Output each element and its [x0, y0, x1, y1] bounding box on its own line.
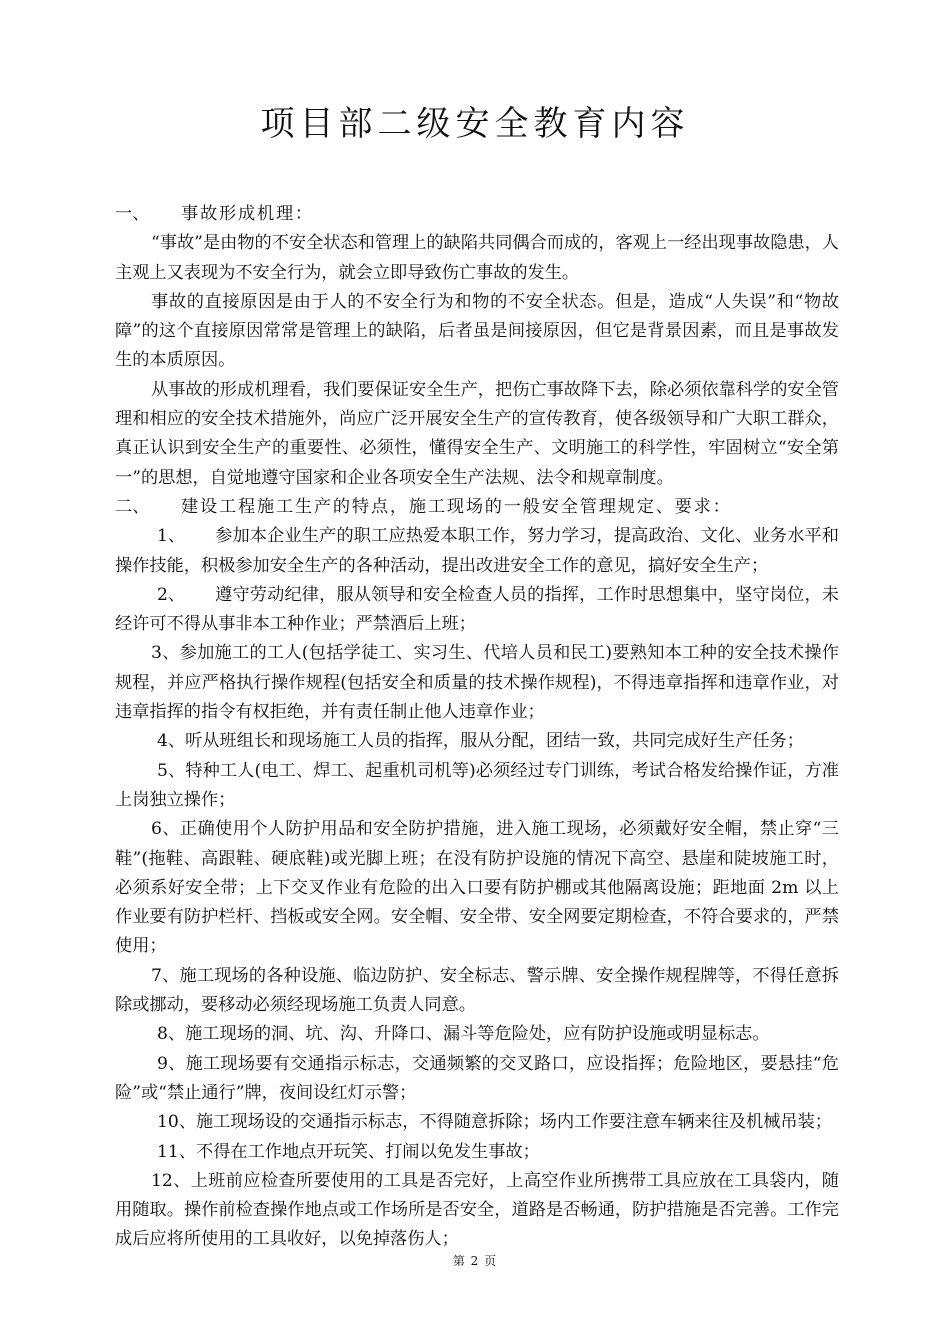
- list-item: 5、特种工人(电工、焊工、起重机司机等)必须经过专门训练，考试合格发给操作证，方准上岗独立操作；: [115, 760, 839, 810]
- paragraph: 从事故的形成机理看，我们要保证安全生产，把伤亡事故降下去，除必须依靠科学的安全管理和相应的安全技术措施外，尚应广泛开展安全生产的宣传教育，使各级领导和广大职工群众，真正认识到安全生产的重要性、必须性，懂得安全生产、文明施工的科学性，牢固树立“安全第一”的思想，自觉地遵守国家和企业各项安全生产法规、法令和规章制度。: [115, 379, 839, 488]
- section-number: 一、: [115, 204, 150, 224]
- page-number: 第 2 页: [452, 1254, 498, 1268]
- list-item: 6、正确使用个人防护用品和安全防护措施，进入施工现场，必须戴好安全帽，禁止穿“三鞋”(拖鞋、高跟鞋、硬底鞋)或光脚上班；在没有防护设施的情况下高空、悬崖和陡坡施工时，必须系好安全带；上下交叉作业有危险的出入口要有防护棚或其他隔离设施；距地面 2m 以上作业要有防护栏杆、挡板或安全网。安全帽、安全带、安全网要定期检查，不符合要求的，严禁使用；: [115, 819, 839, 957]
- list-item: 3、参加施工的工人(包括学徒工、实习生、代培人员和民工)要熟知本工种的安全技术操作规程，并应严格执行操作规程(包括安全和质量的技术操作规程)，不得违章指挥和违章作业，对违章指挥的指令有权拒绝，并有责任制止他人违章作业；: [115, 643, 839, 723]
- list-item: 11、不得在工作地点开玩笑、打闹以免发生事故；: [157, 1141, 540, 1162]
- paragraph: 事故的直接原因是由于人的不安全行为和物的不安全状态。但是，造成“人失误”和“物故障”的这个直接原因常常是管理上的缺陷，后者虽是间接原因，但它是背景因素，而且是事故发生的本质原因。: [115, 291, 839, 371]
- section-heading-1: [115, 200, 839, 229]
- list-item-number: 1、: [157, 526, 186, 547]
- list-item-text: 参加本企业生产的职工应热爱本职工作，努力学习，提高政治、文化、业务水平和操作技能，积极参加安全生产的各种活动，提出改进安全工作的意见，搞好安全生产；: [115, 526, 839, 576]
- page-title: 项目部二级安全教育内容: [260, 104, 690, 144]
- section-number: 二、: [115, 496, 150, 517]
- list-item: 7、施工现场的各种设施、临边防护、安全标志、警示牌、安全操作规程牌等，不得任意拆除或挪动，要移动必须经现场施工负责人同意。: [115, 965, 839, 1016]
- paragraph: “事故”是由物的不安全状态和管理上的缺陷共同偶合而成的，客观上一经出现事故隐患，人主观上又表现为不安全行为，就会立即导致伤亡事故的发生。: [115, 233, 839, 283]
- list-item: 10、施工现场设的交通指示标志，不得随意拆除；场内工作要注意车辆来往及机械吊装；: [157, 1112, 832, 1133]
- list-item: 8、施工现场的洞、坑、沟、升降口、漏斗等危险处，应有防护设施或明显标志。: [157, 1024, 770, 1045]
- section-heading-2: [115, 493, 839, 522]
- document-body: [115, 200, 839, 1255]
- list-item: 4、听从班组长和现场施工人员的指挥，服从分配，团结一致，共同完成好生产任务；: [157, 731, 804, 752]
- section-title: 事故形成机理：: [181, 204, 314, 224]
- list-item-text: 遵守劳动纪律，服从领导和安全检查人员的指挥，工作时思想集中，坚守岗位，未经许可不得从事非本工种作业；严禁酒后上班；: [115, 584, 839, 635]
- list-item-number: 2、: [157, 584, 186, 605]
- list-item: [115, 522, 839, 581]
- list-item: 12、上班前应检查所要使用的工具是否完好，上高空作业所携带工具应放在工具袋内，随用随取。操作前检查操作地点或工作场所是否安全，道路是否畅通，防护措施是否完善。工作完成后应将所使用的工具收好，以免掉落伤人；: [115, 1170, 839, 1250]
- list-item: [115, 581, 839, 640]
- section-title: 建设工程施工生产的特点，施工现场的一般安全管理规定、要求：: [181, 496, 732, 517]
- list-item: 9、施工现场要有交通指示标志，交通频繁的交叉路口，应设指挥；危险地区，要悬挂“危险”或“禁止通行”牌，夜间设红灯示警；: [115, 1053, 839, 1103]
